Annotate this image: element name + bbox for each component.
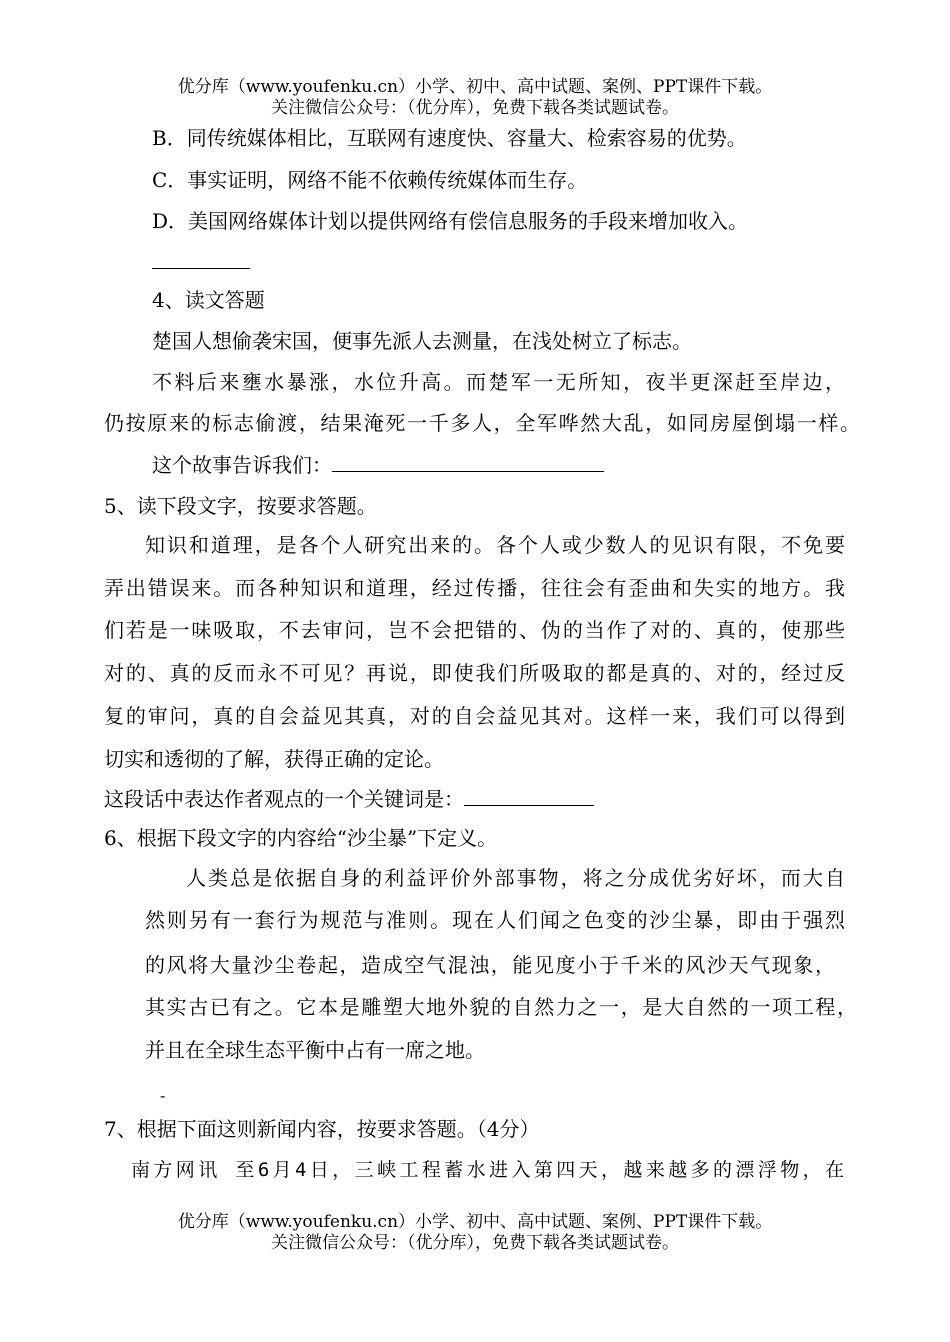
q6-passage-line-1: 人类总是依据自身的利益评价外部事物，将之分成优劣好坏，而大自 [186, 866, 845, 890]
section-divider [152, 268, 250, 269]
q5-answer-row [104, 785, 594, 813]
option-b: B．同传统媒体相比，互联网有速度快、容量大、检索容易的优势。 [152, 126, 747, 150]
header-line-2: 关注微信公众号：（优分库），免费下载各类试题试卷。 [271, 98, 679, 118]
q4-answer-blank[interactable] [332, 451, 604, 472]
q6-passage-line-2: 然则另有一套行为规范与准则。现在人们闻之色变的沙尘暴，即由于强烈 [145, 908, 845, 932]
q5-passage-line-1: 知识和道理，是各个人研究出来的。各个人或少数人的见识有限，不免要 [145, 533, 845, 557]
footer-line-1: 优分库（www.youfenku.cn）小学、初中、高中试题、案例、PPT课件下载。 [177, 1212, 773, 1232]
q5-passage-line-6: 切实和透彻的了解，获得正确的定论。 [104, 747, 444, 771]
q4-passage-line-3: 仍按原来的标志偷渡，结果淹死一千多人，全军哗然大乱，如同房屋倒塌一样。 [104, 411, 860, 435]
q5-passage-line-2: 弄出错误来。而各种知识和道理，经过传播，往往会有歪曲和失实的地方。我 [104, 576, 845, 600]
header-line-1: 优分库（www.youfenku.cn）小学、初中、高中试题、案例、PPT课件下载。 [177, 77, 773, 97]
q7-news-line-1: 南方网讯 至6月4日，三峡工程蓄水进入第四天，越来越多的漂浮物，在 [131, 1159, 845, 1181]
q4-passage-line-1: 楚国人想偷袭宋国，便事先派人去测量，在浅处树立了标志。 [152, 329, 692, 353]
q4-title: 4、读文答题 [152, 288, 265, 312]
q6-passage-line-4: 其实古已有之。它本是雕塑大地外貌的自然力之一，是大自然的一项工程， [145, 995, 857, 1019]
q5-title: 5、读下段文字，按要求答题。 [104, 494, 377, 518]
q5-passage-line-4: 对的、真的反而永不可见？再说，即使我们所吸取的都是真的、对的，经过反 [104, 661, 845, 685]
q5-answer-blank[interactable] [464, 785, 594, 806]
q5-passage-line-3: 们若是一味吸取，不去审问，岂不会把错的、伪的当作了对的、真的，使那些 [104, 618, 845, 642]
q4-passage-line-2: 不料后来壅水暴涨，水位升高。而楚军一无所知，夜半更深赶至岸边， [152, 370, 845, 394]
q6-passage-line-5: 并且在全球生态平衡中占有一席之地。 [145, 1038, 485, 1062]
q6-passage-line-3: 的风将大量沙尘卷起，造成空气混浊，能见度小于千米的风沙天气现象， [145, 953, 835, 977]
option-d: D．美国网络媒体计划以提供网络有偿信息服务的手段来增加收入。 [152, 209, 749, 233]
q5-prompt: 这段话中表达作者观点的一个关键词是： [104, 787, 464, 811]
q4-prompt: 这个故事告诉我们： [152, 453, 332, 477]
q4-answer-row [152, 451, 604, 479]
q6-answer-dash: - [160, 1086, 166, 1105]
footer-line-2: 关注微信公众号：（优分库），免费下载各类试题试卷。 [271, 1233, 679, 1253]
q6-title: 6、根据下段文字的内容给“沙尘暴”下定义。 [104, 826, 498, 850]
option-c: C．事实证明，网络不能不依赖传统媒体而生存。 [152, 168, 588, 192]
q5-passage-line-5: 复的审问，真的自会益见其真，对的自会益见其对。这样一来，我们可以得到 [104, 704, 845, 728]
q7-title: 7、根据下面这则新闻内容，按要求答题。（4分） [104, 1117, 540, 1141]
